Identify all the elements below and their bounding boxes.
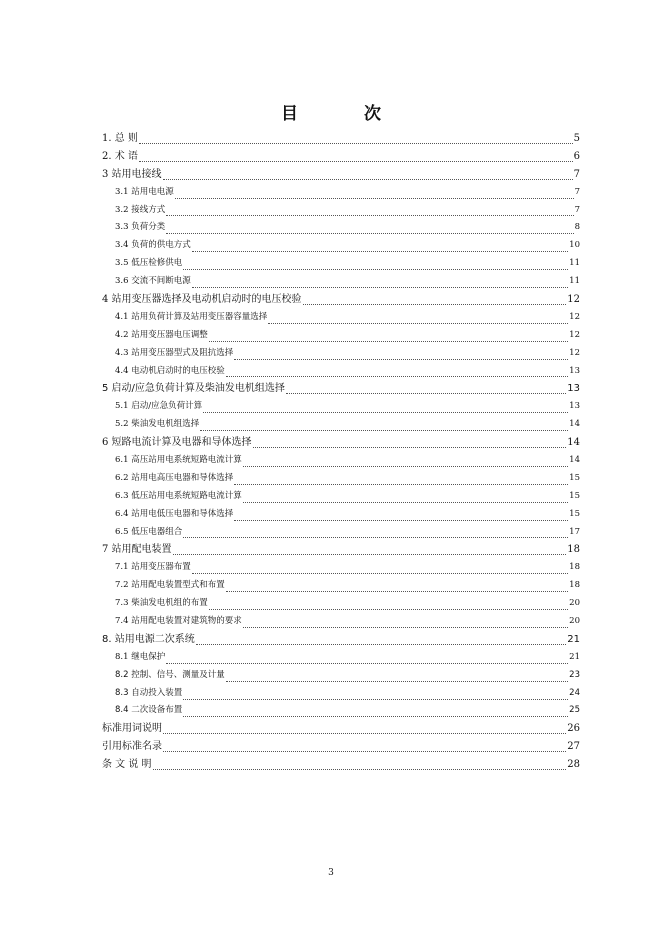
toc-entry-label: 6.2 站用电高压电器和导体选择 [115, 472, 234, 483]
toc-entry-page: 18 [569, 580, 580, 591]
toc-entry-page: 14 [569, 455, 580, 466]
toc-subentry[interactable] [102, 363, 580, 381]
toc-subentry[interactable] [102, 649, 580, 667]
toc-entry-label: 引用标准名录 [102, 741, 162, 753]
toc-entry-label: 6.4 站用电低压电器和导体选择 [115, 508, 234, 519]
toc-entry-page: 7 [574, 186, 580, 197]
toc-entry-page: 25 [569, 705, 580, 716]
dot-leader [286, 392, 566, 394]
dot-leader [243, 626, 568, 628]
dot-leader [175, 197, 574, 199]
toc-entry[interactable] [102, 148, 580, 166]
toc-subentry[interactable] [102, 345, 580, 363]
toc-entry-page: 28 [567, 759, 580, 771]
toc-entry-page: 26 [567, 723, 580, 735]
toc-entry-page: 6 [573, 150, 580, 162]
toc-entry-page: 13 [569, 401, 580, 412]
dot-leader [234, 519, 568, 521]
page-title: 目 次 [281, 104, 411, 124]
toc-entry-label: 5 启动/应急负荷计算及柴油发电机组选择 [102, 383, 285, 395]
toc-entry[interactable] [102, 631, 580, 649]
dot-leader [203, 411, 568, 413]
toc-entry-label: 3.2 接线方式 [115, 204, 166, 215]
dot-leader [226, 590, 568, 592]
dot-leader [139, 160, 573, 162]
toc-subentry[interactable] [102, 506, 580, 524]
toc-entry-page: 23 [569, 669, 580, 680]
toc-subentry[interactable] [102, 327, 580, 345]
toc-entry-page: 12 [569, 329, 580, 340]
toc-entry-label: 6.3 低压站用电系统短路电流计算 [115, 490, 242, 501]
toc-entry[interactable] [102, 738, 580, 756]
toc-entry[interactable] [102, 291, 580, 309]
dot-leader [268, 322, 568, 324]
toc-entry-label: 3.1 站用电电源 [115, 186, 174, 197]
dot-leader [153, 768, 567, 770]
dot-leader [200, 429, 568, 431]
toc-entry[interactable] [102, 541, 580, 559]
toc-subentry[interactable] [102, 184, 580, 202]
toc-entry-page: 13 [567, 383, 580, 395]
toc-entry-label: 7 站用配电装置 [102, 544, 172, 556]
toc-subentry[interactable] [102, 470, 580, 488]
toc-entry[interactable] [102, 434, 580, 452]
toc-subentry[interactable] [102, 667, 580, 685]
toc-entry-label: 4.4 电动机启动时的电压校验 [115, 365, 225, 376]
toc-subentry[interactable] [102, 524, 580, 542]
toc-entry-label: 6.5 低压电器组合 [115, 526, 183, 537]
toc-entry-label: 4.1 站用负荷计算及站用变压器容量选择 [115, 311, 268, 322]
toc-entry[interactable] [102, 720, 580, 738]
toc-entry-label: 7.2 站用配电装置型式和布置 [115, 580, 225, 591]
toc-subentry[interactable] [102, 416, 580, 434]
toc-entry-label: 8.4 二次设备布置 [115, 705, 183, 716]
toc-entry-page: 15 [569, 472, 580, 483]
dot-leader [226, 375, 568, 377]
toc-entry[interactable] [102, 130, 580, 148]
toc-entry-page: 7 [573, 168, 580, 180]
toc-subentry[interactable] [102, 273, 580, 291]
dot-leader [192, 250, 568, 252]
toc-subentry[interactable] [102, 202, 580, 220]
toc-subentry[interactable] [102, 488, 580, 506]
toc-entry-label: 7.4 站用配电装置对建筑物的要求 [115, 616, 242, 627]
dot-leader [243, 465, 568, 467]
dot-leader [183, 536, 568, 538]
dot-leader [253, 446, 567, 448]
toc-entry-page: 27 [567, 741, 580, 753]
toc-entry-page: 11 [569, 276, 580, 287]
dot-leader [234, 483, 568, 485]
toc-entry-page: 20 [569, 616, 580, 627]
toc-subentry[interactable] [102, 595, 580, 613]
toc-entry-page: 12 [569, 347, 580, 358]
toc-entry-label: 8.3 自动投入装置 [115, 687, 183, 698]
toc-entry-page: 11 [569, 258, 580, 269]
toc-entry-page: 18 [567, 544, 580, 556]
toc-entry-page: 20 [569, 598, 580, 609]
toc-subentry[interactable] [102, 237, 580, 255]
toc-entry-page: 21 [569, 651, 580, 662]
toc-entry-label: 7.1 站用变压器布置 [115, 562, 191, 573]
toc-entry-label: 标准用词说明 [102, 723, 162, 735]
toc-entry-page: 8 [574, 222, 580, 233]
toc-subentry[interactable] [102, 219, 580, 237]
dot-leader [166, 232, 573, 234]
toc-entry-page: 18 [569, 562, 580, 573]
toc-entry-label: 3.6 交流不间断电源 [115, 276, 191, 287]
toc-entry-label: 5.2 柴油发电机组选择 [115, 419, 200, 430]
toc-entry[interactable] [102, 380, 580, 398]
dot-leader [139, 142, 573, 144]
toc-entry-label: 6 短路电流计算及电器和导体选择 [102, 437, 252, 449]
toc-entry-label: 4.3 站用变压器型式及阻抗选择 [115, 347, 234, 358]
dot-leader [209, 340, 568, 342]
toc-subentry[interactable] [102, 577, 580, 595]
toc-entry-label: 4.2 站用变压器电压调整 [115, 329, 208, 340]
dot-leader [183, 268, 568, 270]
toc-entry-page: 15 [569, 490, 580, 501]
dot-leader [183, 715, 568, 717]
toc-entry-page: 17 [569, 526, 580, 537]
page-number: 3 [328, 868, 334, 878]
dot-leader [226, 680, 568, 682]
toc-subentry[interactable] [102, 309, 580, 327]
toc-entry-page: 24 [569, 687, 580, 698]
dot-leader [196, 643, 567, 645]
toc-entry-label: 3 站用电接线 [102, 168, 162, 180]
toc-subentry[interactable] [102, 255, 580, 273]
toc-entry-page: 14 [569, 419, 580, 430]
toc-entry-label: 条 文 说 明 [102, 759, 152, 771]
toc-entry-page: 7 [574, 204, 580, 215]
toc-entry-page: 12 [569, 311, 580, 322]
toc-subentry[interactable] [102, 613, 580, 631]
dot-leader [173, 553, 567, 555]
toc-entry-label: 5.1 启动/应急负荷计算 [115, 401, 203, 412]
toc-entry-label: 8. 站用电源二次系统 [102, 633, 195, 645]
toc-entry-page: 15 [569, 508, 580, 519]
dot-leader [192, 286, 568, 288]
toc-entry-page: 10 [569, 240, 580, 251]
toc-entry[interactable] [102, 166, 580, 184]
toc-entry-label: 8.1 继电保护 [115, 651, 166, 662]
dot-leader [303, 303, 567, 305]
toc-entry-page: 12 [567, 294, 580, 305]
toc-subentry[interactable] [102, 452, 580, 470]
toc-entry-label: 7.3 柴油发电机组的布置 [115, 598, 208, 609]
dot-leader [183, 698, 568, 700]
toc-entry-label: 3.3 负荷分类 [115, 222, 166, 233]
dot-leader [166, 662, 568, 664]
toc-subentry[interactable] [102, 398, 580, 416]
toc-entry-page: 5 [573, 132, 580, 144]
dot-leader [166, 214, 573, 216]
toc-subentry[interactable] [102, 685, 580, 703]
toc-entry[interactable] [102, 756, 580, 774]
toc-entry-label: 1. 总 则 [102, 132, 138, 144]
toc-entry-page: 14 [567, 437, 580, 449]
dot-leader [243, 501, 568, 503]
toc-entry-label: 6.1 高压站用电系统短路电流计算 [115, 455, 242, 466]
dot-leader [192, 572, 568, 574]
toc-subentry[interactable] [102, 559, 580, 577]
toc-entry-page: 21 [567, 633, 580, 645]
dot-leader [234, 358, 568, 360]
toc-entry-label: 3.5 低压检修供电 [115, 258, 183, 269]
toc-entry-label: 8.2 控制、信号、测量及计量 [115, 669, 225, 680]
dot-leader [163, 732, 566, 734]
toc-entry-label: 4 站用变压器选择及电动机启动时的电压校验 [102, 294, 302, 305]
dot-leader [163, 178, 573, 180]
table-of-contents [102, 130, 580, 774]
toc-entry-label: 3.4 负荷的供电方式 [115, 240, 191, 251]
toc-entry-page: 13 [569, 365, 580, 376]
toc-subentry[interactable] [102, 703, 580, 721]
dot-leader [209, 608, 568, 610]
dot-leader [163, 750, 566, 752]
toc-entry-label: 2. 术 语 [102, 150, 138, 162]
